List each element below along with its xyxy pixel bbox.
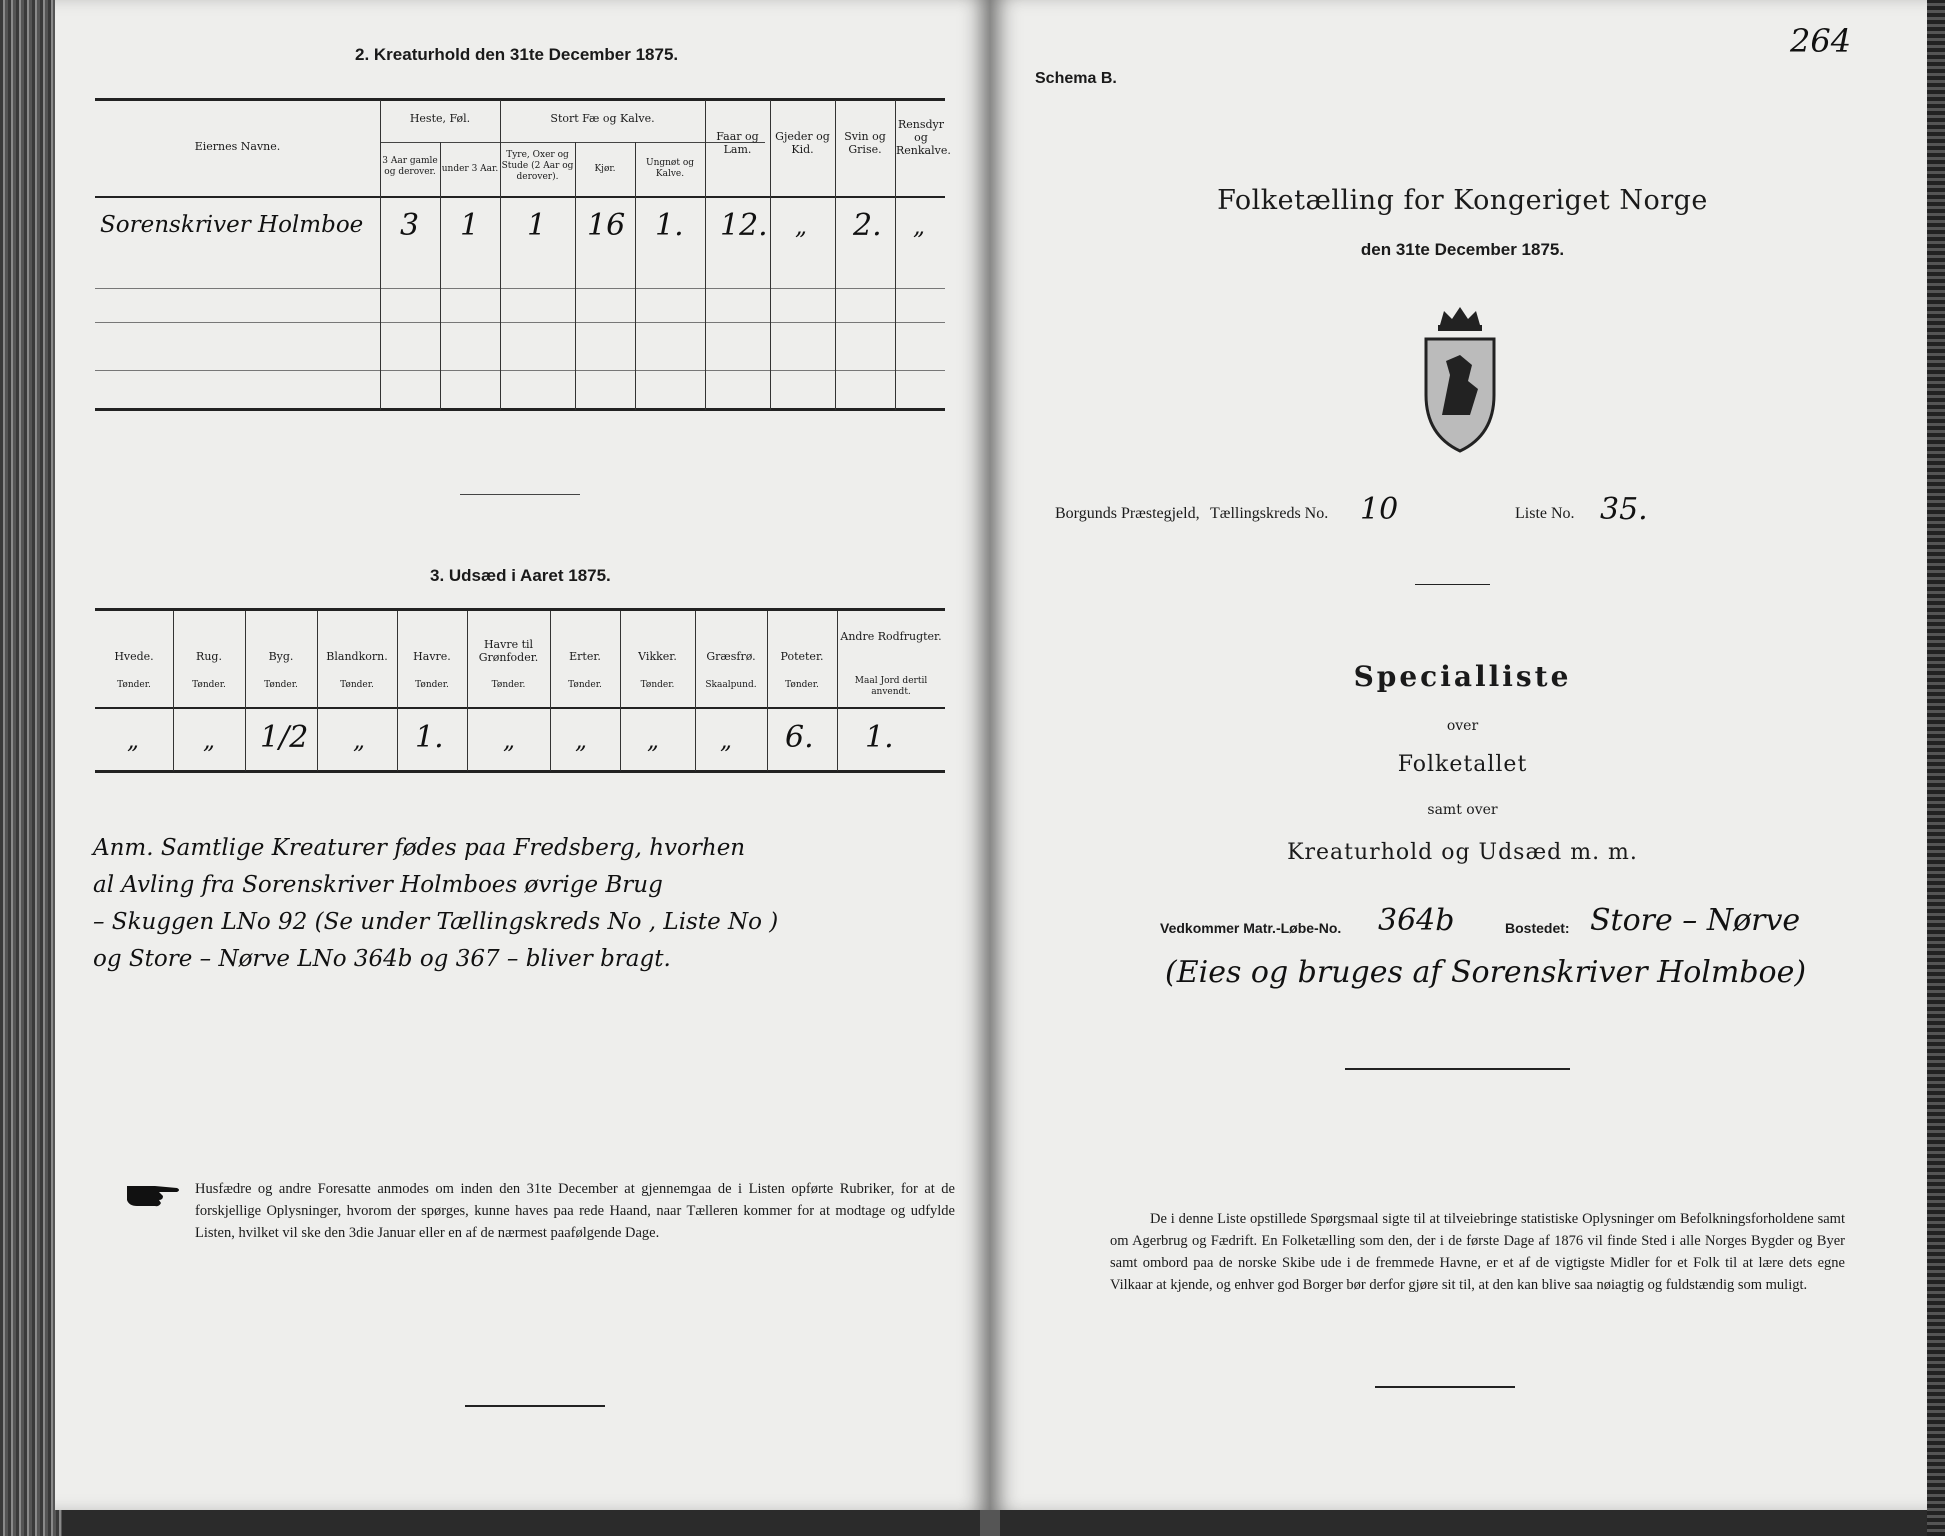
sow-col-header: Græsfrø. [706,650,756,663]
sow-unit: Tønder. [415,680,449,690]
col-header: 3 Aar gamle og derover. [382,156,438,177]
sow-unit: Tønder. [192,680,226,690]
sow-col-header: Havre til Grønfoder. [478,638,539,664]
sow-value: „ [575,728,587,754]
col-header: Tyre, Oxer og Stude (2 Aar og derover). [501,150,574,182]
liste-value: 35. [1600,492,1648,527]
separator-line [1415,584,1490,585]
section2-title: 2. Kreaturhold den 31te December 1875. [355,45,679,64]
col-header: Faar og Lam. [716,130,759,156]
footer-text: De i denne Liste opstillede Spørgsmaal sigte til at tilveiebringe statistiske Oplysninger om Befolkningsforholdene samt om Agerbrug og Fædrift. En Folketælling som den, der i de første Dage af 1876 vil finde Sted i alle Norges Bygder og Byer samt ombord paa de norske Skibe ude i de fremmede Havne, er et af de vigtigste Midler for et Folk til at lære dets egne Vilkaar at kjende, og enhver god Borger bør derfor gjøre sit til, at den kan blive saa nøiagtig og fuldstændig som muligt. [1110,1211,1845,1293]
col-owner-header: Eiernes Navne. [194,140,281,153]
owner-name: Sorenskriver Holmboe [100,212,364,238]
cell-value: 3 [400,208,420,243]
sow-value: 1. [415,720,444,755]
matr-value: 364b [1378,903,1455,938]
note-line: og Store – Nørve LNo 364b og 367 – bliver bragt. [93,946,671,972]
sow-value: „ [353,728,365,754]
sow-col-header: Erter. [569,650,601,663]
sow-unit: Tønder. [568,680,602,690]
note-line: – Skuggen LNo 92 (Se under Tællingskreds No , Liste No ) [93,909,779,935]
sow-value: „ [203,728,215,754]
section3-title: 3. Udsæd i Aaret 1875. [430,566,611,585]
sow-col-header: Andre Rodfrugter. [840,630,942,643]
sow-unit: Maal Jord dertil anvendt. [854,676,928,697]
cell-value: 1 [527,208,547,243]
sow-col-header: Hvede. [114,650,154,663]
parish-label: Borgunds Præstegjeld, [1055,505,1200,522]
bosted-label: Bostedet: [1505,920,1570,936]
bosted-value: Store – Nørve [1590,903,1801,938]
left-page [55,0,990,1510]
sow-value: „ [647,728,659,754]
schema-label: Schema B. [1035,70,1117,87]
footer-notice: Husfædre og andre Foresatte anmodes om inden den 31te December at gjennemgaa de i Listen opførte Rubriker, for at de forskjellige Oplysninger, hvorom der spørges, kunne haves paa rede Haand, naar Tælleren kommer for at modtage og udfylde Listen, hvilket vil ske den 3die Januar eller en af de nærmest paafølgende Dage. [195,1181,955,1241]
page-title: Folketælling for Kongeriget Norge [1217,185,1708,216]
col-header: Gjeder og Kid. [775,130,830,156]
folketallet-text: Folketallet [1397,752,1528,777]
cell-value: 1 [460,208,480,243]
sow-unit: Tønder. [340,680,374,690]
cell-value: 16 [587,208,626,243]
cell-value: „ [913,214,925,240]
group-stort-header: Stort Fæ og Kalve. [550,112,655,125]
cell-value: 2. [853,208,882,243]
cell-value: „ [795,214,807,240]
sow-unit: Skaalpund. [705,680,757,690]
book-edge-left [0,0,62,1536]
matr-label: Vedkommer Matr.-Løbe-No. [1160,920,1342,936]
separator-line [460,494,580,495]
page-number: 264 [1790,22,1852,60]
cell-value: 1. [655,208,684,243]
sow-col-header: Rug. [196,650,222,663]
sow-unit: Tønder. [491,680,526,690]
over-text: over [1446,718,1479,734]
sow-unit: Tønder. [117,680,151,690]
cell-value: 12. [720,208,768,243]
sow-unit: Tønder. [264,680,298,690]
sow-value: „ [720,728,732,754]
specialliste-title: Specialliste [1353,660,1572,693]
pointing-hand-icon [125,1178,181,1212]
sow-col-header: Blandkorn. [326,650,388,663]
sow-col-header: Havre. [413,650,451,663]
sow-value: „ [503,728,515,754]
kreds-value: 10 [1360,492,1399,527]
sow-unit: Tønder. [640,680,675,690]
sow-value: 1/2 [260,720,309,755]
separator-line [465,1405,605,1407]
sow-col-header: Poteter. [780,650,824,663]
owner-line: (Eies og bruges af Sorenskriver Holmboe) [1165,955,1807,990]
group-heste-header: Heste, Føl. [409,112,471,125]
col-header: Rensdyr og Renkalve. [896,118,951,157]
book-edge-right [1927,0,1945,1536]
kreds-label: Tællingskreds No. [1210,505,1329,522]
col-header: Ungnøt og Kalve. [645,158,694,179]
liste-label: Liste No. [1515,505,1575,522]
kreaturhold-text: Kreaturhold og Udsæd m. m. [1287,840,1638,865]
samt-over-text: samt over [1427,802,1498,818]
col-header: Svin og Grise. [844,130,886,156]
col-header: Kjør. [594,164,616,174]
note-line: Anm. Samtlige Kreaturer fødes paa Fredsberg, hvorhen [93,835,746,861]
note-line: al Avling fra Sorenskriver Holmboes øvrige Brug [93,872,663,898]
sow-value: 6. [785,720,814,755]
right-page [990,0,1935,1510]
sow-col-header: Vikker. [638,650,677,663]
separator-line [1345,1068,1570,1070]
sow-value: „ [127,728,139,754]
sow-value: 1. [865,720,894,755]
sow-col-header: Byg. [268,650,294,663]
sow-unit: Tønder. [785,680,819,690]
col-header: under 3 Aar. [441,164,499,174]
page-date: den 31te December 1875. [1360,240,1565,259]
separator-line [1375,1386,1515,1388]
coat-of-arms-icon [1420,305,1500,459]
